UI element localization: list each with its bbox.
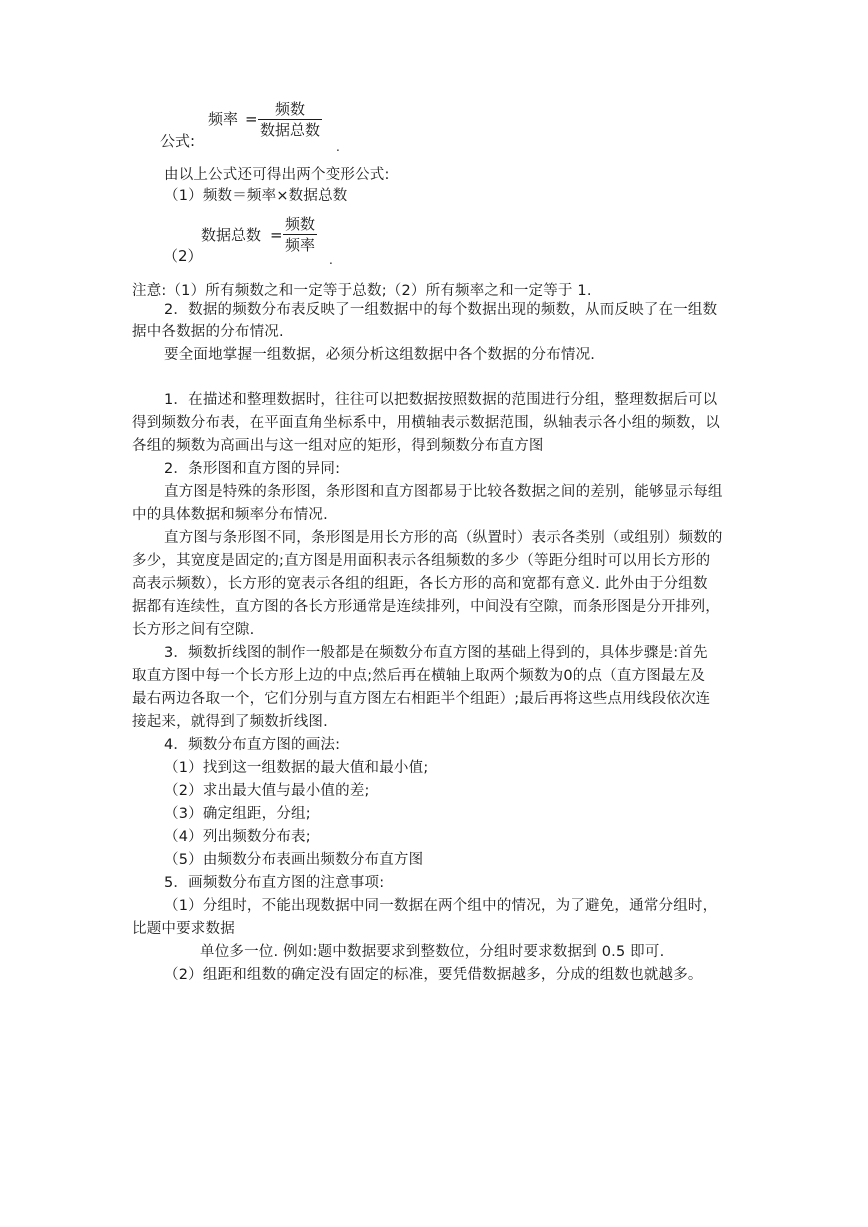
text-line: 接起来，就得到了频数折线图. [132, 714, 328, 730]
text-line: （2）组距和组数的确定没有固定的标准，要凭借数据越多，分成的组数也就越多。 [164, 967, 703, 983]
text-line: 比题中要求数据 [132, 921, 235, 937]
text-line: 直方图是特殊的条形图，条形图和直方图都易于比较各数据之间的差别，能够显示每组 [164, 484, 723, 500]
formula2-lhs: 数据总数 [201, 226, 262, 244]
text-line: 据中各数据的分布情况. [132, 324, 284, 340]
variant-formula-1: （1）频数＝频率×数据总数 [164, 188, 348, 204]
text-line: 单位多一位. 例如:题中数据要求到整数位，分组时要求数据到 0.5 即可. [200, 944, 665, 960]
formula2-period: . [329, 253, 333, 267]
text-line: （3）确定组距，分组; [164, 806, 311, 822]
formula-equals: = [245, 110, 258, 128]
text-line: 5．画频数分布直方图的注意事项: [164, 875, 385, 891]
text-line: 中的具体数据和频率分布情况. [132, 507, 328, 523]
formula2-numerator: 频数 [285, 215, 316, 233]
formula2-prefix: （2） [163, 247, 203, 265]
text-line: （2）求出最大值与最小值的差; [164, 783, 370, 799]
text-line: 最右两边各取一个，它们分别与直方图左右相距半个组距）;最后再将这些点用线段依次连 [132, 691, 711, 707]
text-line: 得到频数分布表，在平面直角坐标系中，用横轴表示数据范围，纵轴表示各小组的频数，以 [132, 415, 720, 431]
text-line: 各组的频数为高画出与这一组对应的矩形，得到频数分布直方图 [132, 438, 544, 454]
formula2-fraction [283, 215, 317, 254]
formula-denominator: 数据总数 [260, 121, 321, 139]
text-line: 直方图与条形图不同，条形图是用长方形的高（纵置时）表示各类别（或组别）频数的 [164, 530, 723, 546]
formula-prefix: 公式: [160, 132, 196, 150]
formula-period: . [336, 140, 340, 154]
text-line: （4）列出频数分布表; [164, 829, 311, 845]
text-line: 2．条形图和直方图的异同: [164, 461, 341, 477]
text-line: 1．在描述和整理数据时，往往可以把数据按照数据的范围进行分组，整理数据后可以 [164, 392, 718, 408]
text-line: 高表示频数），长方形的宽表示各组的组距，各长方形的高和宽都有意义. 此外由于分组数 [132, 576, 708, 592]
text-line: 3．频数折线图的制作一般都是在频数分布直方图的基础上得到的，具体步骤是:首先 [164, 645, 708, 661]
text-line: （1）找到这一组数据的最大值和最小值; [164, 760, 429, 776]
text-line: 长方形之间有空隙. [132, 622, 255, 638]
text-line: 据都有连续性，直方图的各长方形通常是连续排列，中间没有空隙，而条形图是分开排列， [132, 599, 720, 615]
text-line: 取直方图中每一个长方形上边的中点;然后再在横轴上取两个频数为0的点（直方图最左及 [132, 668, 706, 684]
formula-fraction [258, 100, 322, 139]
text-line: （1）分组时，不能出现数据中同一数据在两个组中的情况，为了避免，通常分组时， [164, 898, 718, 914]
derive-line: 由以上公式还可得出两个变形公式: [164, 167, 390, 183]
formula-numerator: 频数 [275, 100, 306, 118]
text-line: 要全面地掌握一组数据，必须分析这组数据中各个数据的分布情况. [164, 347, 596, 363]
formula2-denominator: 频率 [285, 236, 316, 254]
text-line: 注意:（1）所有频数之和一定等于总数;（2）所有频率之和一定等于 1. [132, 283, 592, 299]
formula2-equals: = [270, 226, 283, 244]
text-line: 4．频数分布直方图的画法: [164, 737, 341, 753]
text-line: （5）由频数分布表画出频数分布直方图 [164, 852, 424, 868]
formula-lhs: 频率 [208, 110, 239, 128]
text-line: 2．数据的频数分布表反映了一组数据中的每个数据出现的频数，从而反映了在一组数 [164, 302, 718, 318]
text-line: 多少，其宽度是固定的;直方图是用面积表示各组频数的多少（等距分组时可以用长方形的 [132, 553, 711, 569]
